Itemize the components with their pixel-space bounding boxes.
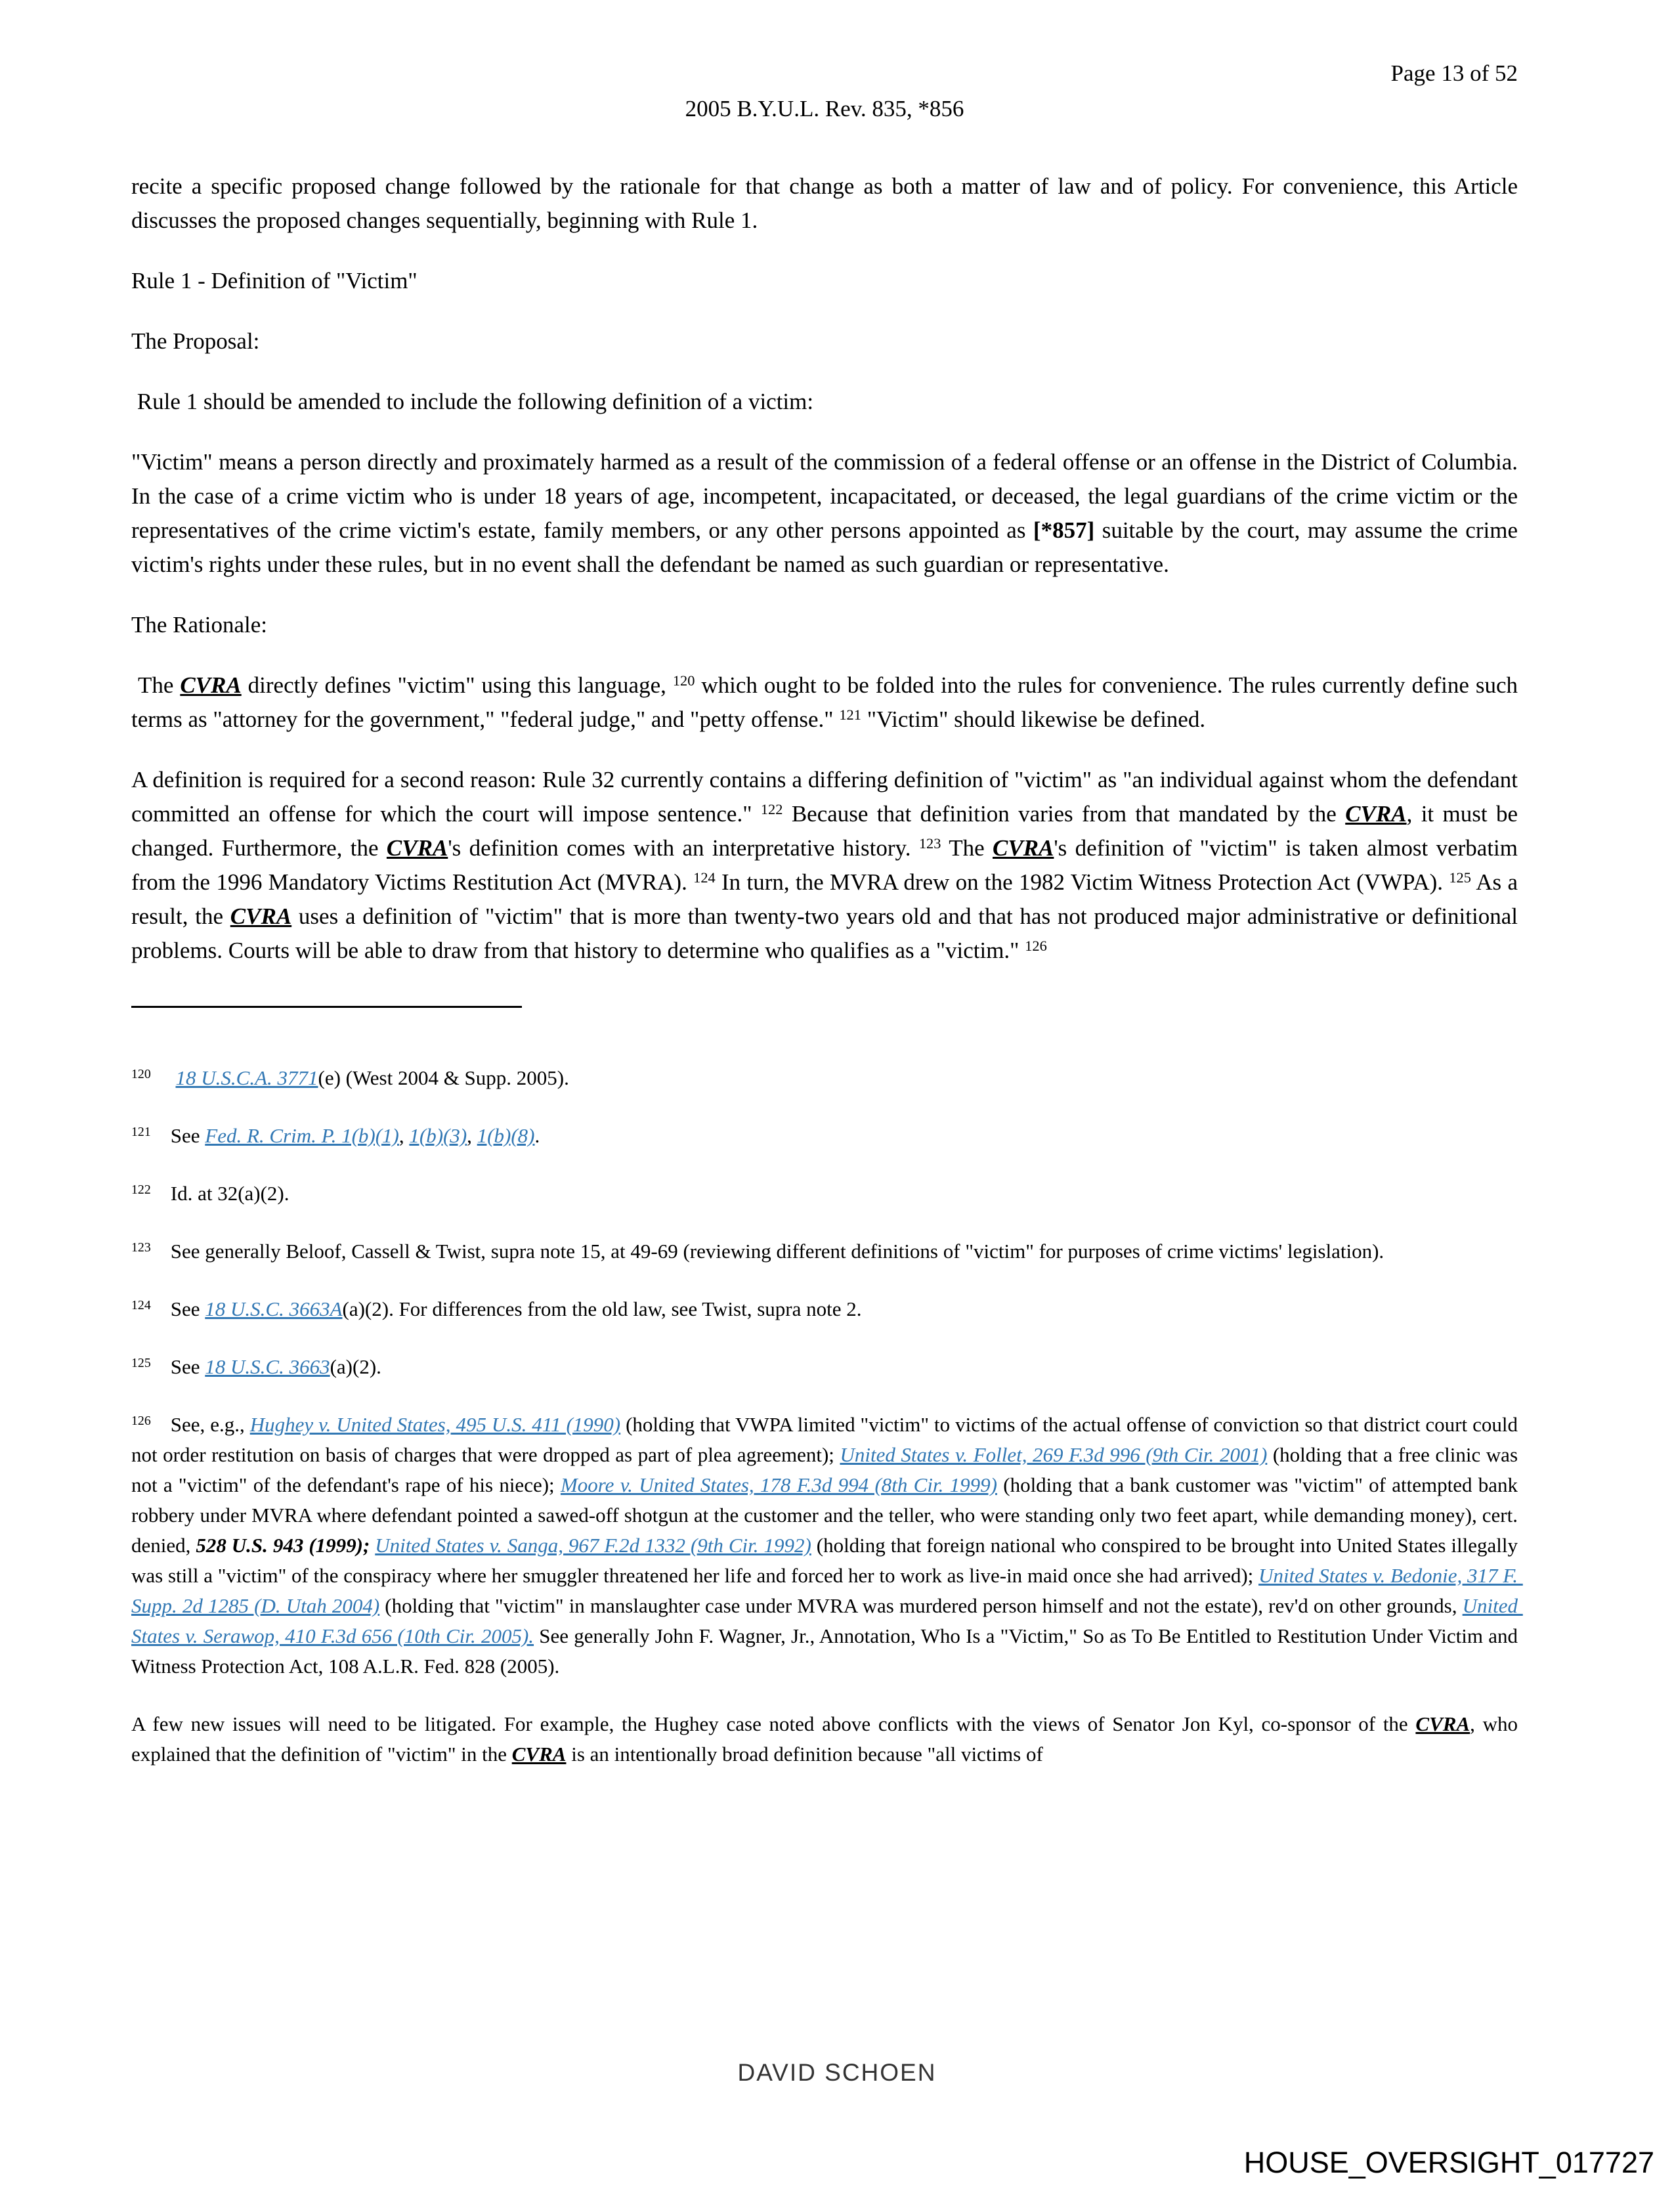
text-run: See xyxy=(170,1355,205,1378)
citation-link[interactable]: 18 U.S.C.A. 3771 xyxy=(175,1066,318,1089)
citation-link[interactable]: Hughey v. United States, 495 U.S. 411 (1990) xyxy=(249,1413,621,1436)
text-run: "Victim" should likewise be defined. xyxy=(861,706,1206,732)
text-run: (holding that VWPA limited "victim" to victims of the actual offense of conviction so that district court could not order restitution on basis of charges that were dropped as part of plea agreement); xyxy=(131,1413,1523,1466)
page-indicator: Page 13 of 52 xyxy=(1390,60,1518,86)
citation-link[interactable]: Fed. R. Crim. P. 1(b)(1) xyxy=(205,1124,399,1147)
footnote-number: 122 xyxy=(131,1182,151,1198)
footnote-ref: 121 xyxy=(839,706,861,723)
footnote-ref: 125 xyxy=(1449,869,1471,886)
intro-paragraph xyxy=(131,169,1524,238)
text-run: See xyxy=(170,1124,205,1147)
text-run: (holding that a bank customer was "victim" of attempted bank robbery under MVRA where defendant pointed a sawed-off shotgun at the customer and the teller, who were standing only two feet apart, while demanding money), cert. denied, xyxy=(131,1473,1523,1557)
footnote-number: 124 xyxy=(131,1298,151,1313)
footnote-separator xyxy=(131,1006,522,1008)
text-run: (holding that a free clinic was not a "victim" of the defendant's rape of his niece); xyxy=(131,1443,1523,1496)
citation-link[interactable]: United States v. Sanga, 967 F.2d 1332 (9th Cir. 1992) xyxy=(375,1534,811,1557)
victim-definition xyxy=(131,445,1524,582)
text-run: CVRA xyxy=(992,835,1054,861)
citation-link[interactable]: United States v. Bedonie, 317 F. Supp. 2d 1285 (D. Utah 2004) xyxy=(131,1564,1523,1617)
rule-1-heading xyxy=(131,264,1518,298)
footnote-number: 123 xyxy=(131,1240,151,1255)
text-run: which ought to be folded into the rules for convenience. The rules currently define such terms as "attorney for the government," "federal judge," and "petty offense." xyxy=(131,672,1524,732)
text-run: , xyxy=(467,1124,477,1147)
citation-link[interactable]: 18 U.S.C. 3663 xyxy=(205,1355,330,1378)
citation-link[interactable]: Moore v. United States, 178 F.3d 994 (8th Cir. 1999) xyxy=(560,1473,997,1496)
footnote-126 xyxy=(131,1410,1523,1681)
text-run: Rule 1 should be amended to include the following definition of a victim: xyxy=(131,389,814,414)
footnote-ref: 126 xyxy=(1025,937,1047,954)
footnote-ref: 120 xyxy=(672,672,695,689)
text-run: See xyxy=(170,1297,205,1320)
footnote-number: 121 xyxy=(131,1125,151,1140)
text-run: directly defines "victim" using this language, xyxy=(241,672,673,698)
text-run: See, e.g., xyxy=(170,1413,250,1436)
text-run: (holding that foreign national who conspired to be brought into United States illegally was still a "victim" of the conspiracy where her smuggler threatened her life and forced her to work as live-in maid once she had arrived); xyxy=(131,1534,1523,1587)
text-run: (holding that "victim" in manslaughter case under MVRA was murdered person himself and not the estate), rev'd on other grounds, xyxy=(379,1594,1463,1617)
footnote-continuation-paragraph xyxy=(131,1709,1523,1769)
text-run: CVRA xyxy=(1345,801,1407,827)
rationale-paragraph-1 xyxy=(131,668,1524,737)
text-run: (a)(2). For differences from the old law, see Twist, supra note 2. xyxy=(342,1297,862,1320)
proposal-lead xyxy=(131,385,1518,419)
footnotes xyxy=(131,1063,1523,1769)
document-citation: 2005 B.Y.U.L. Rev. 835, *856 xyxy=(685,96,964,121)
footnote-125 xyxy=(131,1352,1518,1382)
text-run: In turn, the MVRA drew on the 1982 Victim Witness Protection Act (VWPA). xyxy=(715,869,1449,895)
text-run: , it must be changed. Furthermore, the xyxy=(131,801,1524,861)
footnote-ref: 123 xyxy=(918,835,941,852)
text-run: recite a specific proposed change followed by the rationale for that change as both a matter of law and of policy. For convenience, this Article discusses the proposed changes sequentially, beginning with Rule 1. xyxy=(131,173,1524,233)
text-run: See generally John F. Wagner, Jr., Annotation, Who Is a "Victim," So as To Be Entitled to Restitution Under Victim and Witness Protection Act, 108 A.L.R. Fed. 828 (2005). xyxy=(131,1624,1523,1678)
text-run: A few new issues will need to be litigated. For example, the Hughey case noted above conflicts with the views of Senator Jon Kyl, co-sponsor of the xyxy=(131,1712,1416,1735)
citation-link[interactable]: 1(b)(3) xyxy=(409,1124,467,1147)
footnote-number: 125 xyxy=(131,1356,151,1371)
footer-author: DAVID SCHOEN xyxy=(737,2059,937,2086)
footnote-ref: 122 xyxy=(760,800,783,817)
bates-number: HOUSE_OVERSIGHT_017727 xyxy=(1243,2146,1654,2179)
text-run: 528 U.S. 943 (1999); xyxy=(196,1534,370,1557)
footnote-number: 120 xyxy=(131,1067,151,1082)
text-run: suitable by the court, may assume the crime victim's rights under these rules, but in no event shall the defendant be named as such guardian or representative. xyxy=(131,517,1524,577)
text-run: Rule 1 - Definition of "Victim" xyxy=(131,268,418,293)
text-run: Id. at 32(a)(2). xyxy=(170,1182,290,1205)
footnote-124 xyxy=(131,1294,1518,1324)
text-run: As a result, the xyxy=(131,869,1524,929)
text-run: CVRA xyxy=(386,835,448,861)
text-run: 's definition of "victim" is taken almost verbatim from the 1996 Mandatory Victims Restitution Act (MVRA). xyxy=(131,835,1524,895)
citation-link[interactable]: 1(b)(8) xyxy=(477,1124,535,1147)
text-run: "Victim" means a person directly and proximately harmed as a result of the commission of a federal offense or an offense in the District of Columbia. In the case of a crime victim who is under 18 years of age, incompetent, incapacitated, or deceased, the legal guardians of the crime victim or the representatives of the crime victim's estate, family members, or any other persons appointed as xyxy=(131,449,1524,543)
rationale-paragraph-2 xyxy=(131,763,1524,968)
text-run: . xyxy=(534,1124,540,1147)
text-run: The Rationale: xyxy=(131,612,268,638)
text-run: The xyxy=(941,835,993,861)
footnote-ref: 124 xyxy=(693,869,716,886)
text-run: 's definition comes with an interpretative history. xyxy=(448,835,919,861)
citation-link[interactable]: United States v. Follet, 269 F.3d 996 (9th Cir. 2001) xyxy=(840,1443,1268,1466)
text-run: [*857] xyxy=(1033,517,1095,543)
text-run: The xyxy=(131,672,181,698)
citation-link[interactable]: United States v. Serawop, 410 F.3d 656 (10th Cir. 2005). xyxy=(131,1594,1523,1647)
text-run: CVRA xyxy=(1415,1712,1470,1735)
footnote-122 xyxy=(131,1179,1518,1209)
citation-link[interactable]: 18 U.S.C. 3663A xyxy=(205,1297,343,1320)
text-run: A definition is required for a second reason: Rule 32 currently contains a differing definition of "victim" as "an individual against whom the defendant committed an offense for which the court will impose sentence." xyxy=(131,767,1524,827)
footnote-123 xyxy=(131,1236,1518,1267)
footnote-120 xyxy=(131,1063,1518,1093)
footnote-121 xyxy=(131,1121,1518,1151)
text-run xyxy=(171,1066,176,1089)
text-run: (a)(2). xyxy=(330,1355,381,1378)
text-run: The Proposal: xyxy=(131,328,260,354)
proposal-heading xyxy=(131,324,1518,358)
rationale-heading xyxy=(131,608,1518,642)
text-run: CVRA xyxy=(230,903,292,929)
text-run: See generally Beloof, Cassell & Twist, supra note 15, at 49-69 (reviewing different definitions of "victim" for purposes of crime victims' legislation). xyxy=(170,1240,1384,1263)
body-paragraphs xyxy=(131,169,1524,968)
text-run: CVRA xyxy=(180,672,242,698)
text-run: Because that definition varies from that mandated by the xyxy=(783,801,1346,827)
footnote-number: 126 xyxy=(131,1414,151,1429)
text-run: is an intentionally broad definition because "all victims of xyxy=(566,1743,1043,1766)
text-run: uses a definition of "victim" that is more than twenty-two years old and that has not produced major administrative or definitional problems. Courts will be able to draw from that history to determine who qualifies as a "victim." xyxy=(131,903,1524,963)
text-run: , who explained that the definition of "victim" in the xyxy=(131,1712,1523,1766)
text-run: (e) (West 2004 & Supp. 2005). xyxy=(318,1066,569,1089)
text-run: CVRA xyxy=(511,1743,567,1766)
text-run: , xyxy=(398,1124,410,1147)
